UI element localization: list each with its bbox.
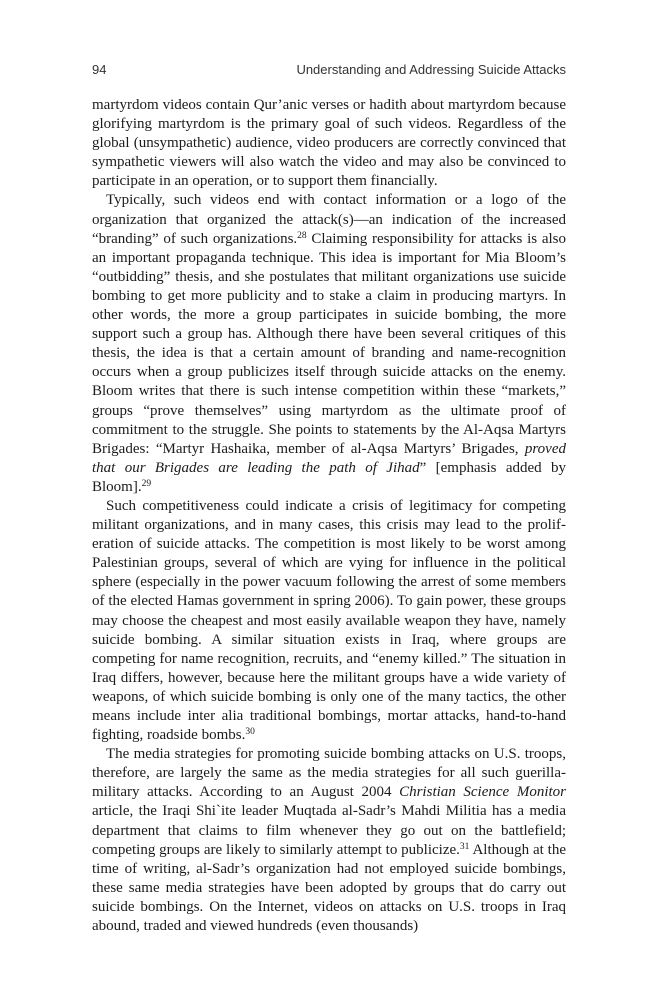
paragraph-4-text-b: article, the Iraqi Shi`ite leader Muqtada al-Sadr’s Mahdi Militia has a media department that claims to film whenever they go out on the battlefield; competing groups are likely to similarly attempt to publicize. (92, 803, 566, 858)
footnote-ref-28[interactable]: 28 (297, 230, 307, 241)
publication-title: Christian Science Monitor (399, 784, 566, 801)
paragraph-2-text-b: Claiming responsibility for attacks is also an important propaganda technique. This idea is important for Mia Bloom’s “outbidding” thesis, and she postulates that militant organizations use suicide bombing to get more publicity and to stake a claim in producing martyrs. In other words, the more a group participates in suicide bombing, the more support such a group has. Although there have been several critiques of this thesis, the idea is that a certain amount of branding and name-recognition occurs when a group publicizes itself through suicide attacks on the enemy. Bloom writes that there is such intense competition within these “markets,” groups “prove themselves” using martyrdom as the ultimate proof of commitment to the struggle. She points to statements by the Al-Aqsa Martyrs Brigades: “Martyr Hashaika, member of al-Aqsa Martyrs’ Brigades, (92, 230, 566, 457)
paragraph-4-text-c: Although at the time of writing, al-Sadr’s organization had not employed suicide bombings, these same media strategies have been adopted by groups that do carry out suicide bombings. On the Internet, videos on attacks on U.S. troops in Iraq abound, traded and viewed hundreds (even thousands) (92, 841, 566, 935)
paragraph-3 (92, 497, 566, 745)
footnote-ref-29[interactable]: 29 (141, 478, 152, 489)
running-title: Understanding and Addressing Suicide Attacks (296, 62, 566, 77)
paragraph-2-text-a: Typically, such videos end with contact information or a logo of the organization that organized the attack(s)—an indication of the increased “branding” of such organizations. (92, 192, 566, 247)
paragraph-4-text-a: The media strategies for promoting suicide bombing attacks on U.S. troops, therefore, are largely the same as the media strategies for all such guerilla-military attacks. According to an August 2004 (92, 746, 566, 801)
quoted-emphasis: proved that our Brigades are leading the path of Jihad (92, 440, 566, 476)
footnote-ref-30[interactable]: 30 (245, 726, 255, 737)
paragraph-1 (92, 96, 566, 191)
footnote-ref-31[interactable]: 31 (459, 841, 470, 852)
paragraph-4 (92, 745, 566, 936)
body-text (92, 96, 566, 936)
page-number: 94 (92, 62, 107, 77)
paragraph-3-text: Such competitiveness could indicate a crisis of legitimacy for competing militant organizations, and in many cases, this crisis may lead to the proliferation of suicide attacks. The competition is most likely to be worst among Palestinian groups, several of which are vying for influence in the political sphere (especially in the power vacuum following the arrest of some members of the elected Hamas government in spring 2006). To gain power, these groups may choose the cheapest and most easily available weapon they have, namely suicide bombing. A similar situation exists in Iraq, where groups are competing for name recognition, recruits, and “enemy killed.” The situation in Iraq differs, however, because here the militant groups have a wide variety of weapons, of which suicide bombing is only one of the many tactics, the other means include inter alia traditional bombings, mortar attacks, hand-to-hand fighting, roadside bombs. (92, 497, 566, 744)
paragraph-2 (92, 191, 566, 497)
paragraph-1-text: martyrdom videos contain Qur’anic verses or hadith about martyrdom because glorifying martyrdom is the primary goal of such videos. Regardless of the global (unsympathetic) audience, video producers are correctly convinced that sympathetic viewers will also watch the video and may also be convinced to participate in an operation, or to support them financially. (92, 97, 566, 190)
paragraph-2-text-c: ” [emphasis added by Bloom]. (92, 459, 566, 495)
